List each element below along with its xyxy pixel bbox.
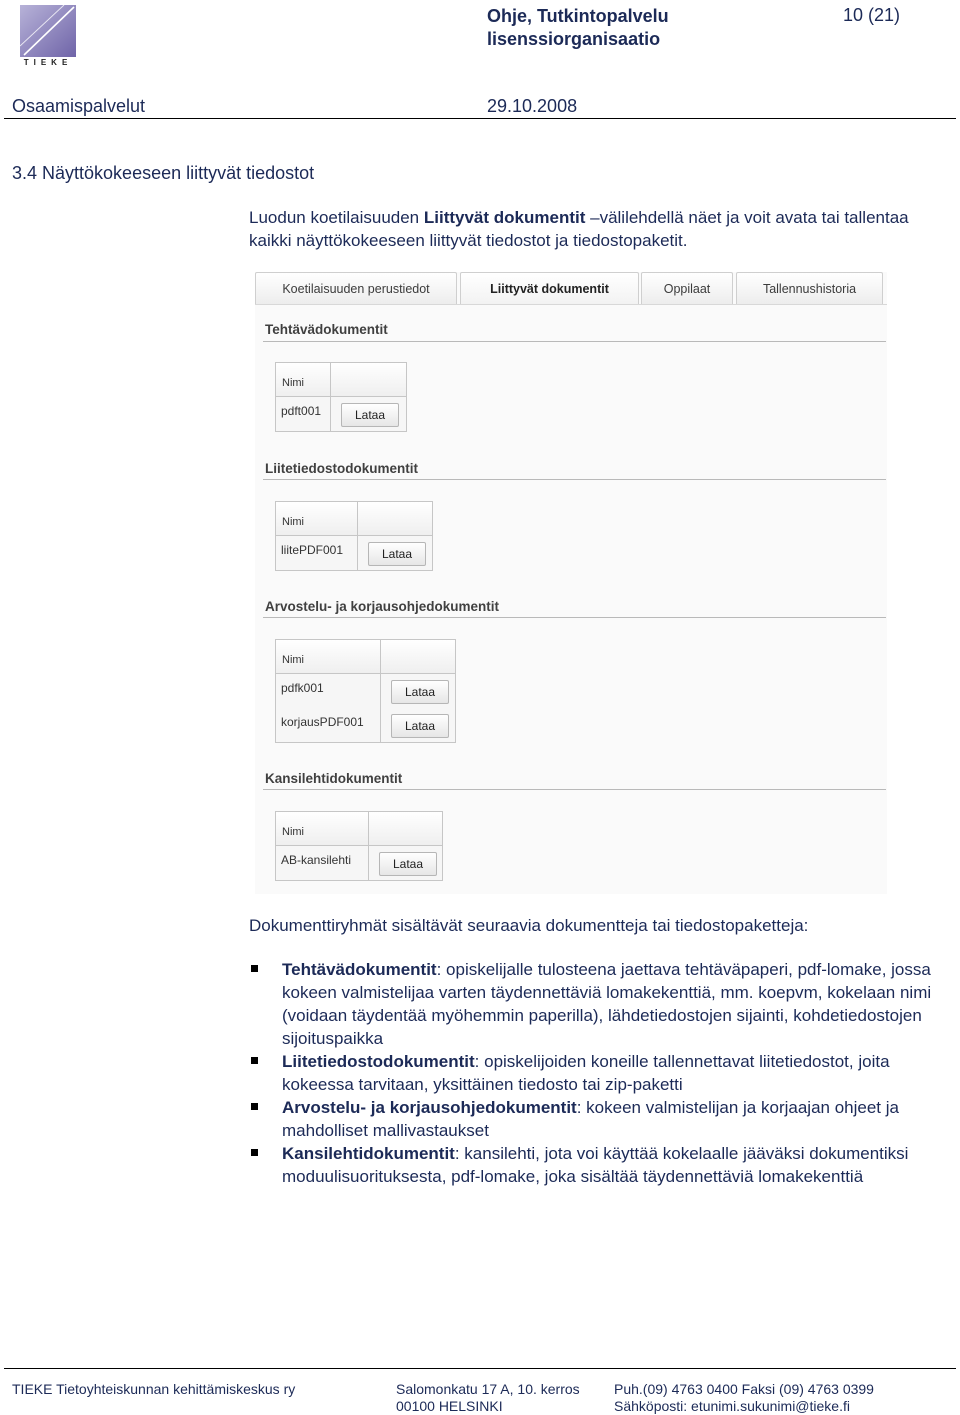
file-row	[276, 397, 406, 431]
bullet-icon	[251, 1103, 258, 1110]
file-name: korjausPDF001	[276, 708, 381, 742]
list-item-term: Kansilehtidokumentit	[282, 1144, 455, 1163]
tieke-logo	[20, 5, 76, 68]
list-item	[249, 1096, 959, 1142]
list-item-text: : opiskelijoiden koneille tallennettavat liitetiedostot, joita kokeessa tarvitaan, yksittäinen tiedosto tai zip-paketti	[282, 1052, 890, 1094]
footer-divider	[4, 1368, 956, 1369]
download-button[interactable]: Lataa	[391, 714, 449, 738]
footer-phone: Puh.(09) 4763 0400 Faksi (09) 4763 0399	[614, 1381, 874, 1397]
list-item-text: : kansilehti, jota voi käyttää kokelaalle jääväksi dokumentiksi moduulisuorituksesta, pdf-lomake, joka sisältää täydennettäviä lomakekenttiä	[282, 1144, 909, 1186]
bullet-icon	[251, 1057, 258, 1064]
header-divider	[4, 118, 956, 119]
list-item	[249, 1142, 959, 1188]
file-table-liitetiedostodokumentit	[275, 501, 433, 571]
footer-org: TIEKE Tietoyhteiskunnan kehittämiskeskus ry	[12, 1381, 296, 1397]
group-divider	[263, 479, 886, 480]
tab-oppilaat[interactable]: Oppilaat	[641, 272, 733, 305]
file-row	[276, 536, 432, 570]
bullet-icon	[251, 965, 258, 972]
file-row	[276, 674, 455, 708]
section-title: 3.4 Näyttökokeeseen liittyvät tiedostot	[12, 163, 315, 183]
page-number: 10 (21)	[843, 5, 901, 25]
list-item-text: : opiskelijalle tulosteena jaettava tehtäväpaperi, pdf-lomake, jossa kokeen valmistelijaa varten täydennettäviä lomakekenttiä, mm. koepvm, kokelaan nimi (voidaan täydentää myöhemmin paperilla), lähdetiedostojen sijainti, kohdetiedostojen sijoituspaikka	[282, 960, 932, 1048]
list-item-term: Tehtävädokumentit	[282, 960, 437, 979]
tab-tallennushistoria[interactable]: Tallennushistoria	[736, 272, 883, 305]
document-groups-list	[249, 958, 959, 1188]
name-column-header: Nimi	[276, 363, 331, 396]
footer-address-line2: 00100 HELSINKI	[396, 1398, 503, 1414]
group-title-liitetiedostodokumentit: Liitetiedostodokumentit	[265, 461, 418, 476]
name-column-header: Nimi	[276, 640, 381, 673]
download-button[interactable]: Lataa	[379, 852, 437, 876]
file-table-header	[276, 502, 432, 536]
download-button[interactable]: Lataa	[341, 403, 399, 427]
related-documents-screenshot	[255, 272, 887, 894]
group-divider	[263, 617, 886, 618]
list-item-term: Liitetiedostodokumentit	[282, 1052, 475, 1071]
footer-email[interactable]: Sähköposti: etunimi.sukunimi@tieke.fi	[614, 1398, 850, 1414]
file-table-kansilehtidokumentit	[275, 811, 443, 881]
file-name: pdfk001	[276, 674, 381, 708]
file-table-header	[276, 363, 406, 397]
intro-paragraph	[249, 206, 949, 252]
group-title-kansilehtidokumentit: Kansilehtidokumentit	[265, 771, 403, 786]
department: Osaamispalvelut	[12, 96, 146, 116]
intro-post: –välilehdellä näet ja voit avata tai tallentaa kaikki näyttökokeeseen liittyvät tiedostot ja tiedostopaketit.	[249, 208, 909, 250]
group-divider	[263, 341, 886, 342]
list-item	[249, 958, 959, 1050]
download-button[interactable]: Lataa	[368, 542, 426, 566]
document-date: 29.10.2008	[487, 96, 578, 116]
logo-text: TIEKE	[23, 58, 73, 67]
file-table-header	[276, 640, 455, 674]
list-item	[249, 1050, 959, 1096]
file-row	[276, 846, 442, 880]
file-table-tehtavadokumentit	[275, 362, 407, 432]
document-groups-paragraph: Dokumenttiryhmät sisältävät seuraavia dokumentteja tai tiedostopaketteja:	[249, 916, 809, 935]
file-table-header	[276, 812, 442, 846]
list-item-text: : kokeen valmistelijan ja korjaajan ohjeet ja mahdolliset mallivastaukset	[282, 1098, 899, 1140]
document-title-line1: Ohje, Tutkintopalvelu	[487, 6, 669, 26]
group-title-arvostelu-ja-korjausohjedokumentit: Arvostelu- ja korjausohjedokumentit	[265, 599, 500, 614]
tab-bar-line	[255, 304, 887, 305]
file-name: liitePDF001	[276, 536, 358, 570]
download-button[interactable]: Lataa	[391, 680, 449, 704]
file-name: AB-kansilehti	[276, 846, 369, 880]
name-column-header: Nimi	[276, 502, 358, 535]
group-title-tehtavadokumentit: Tehtävädokumentit	[265, 322, 388, 337]
document-title-line2: lisenssiorganisaatio	[487, 29, 661, 49]
tab-bar	[255, 272, 887, 305]
list-item-term: Arvostelu- ja korjausohjedokumentit	[282, 1098, 577, 1117]
bullet-icon	[251, 1149, 258, 1156]
document-title	[487, 5, 669, 51]
file-row	[276, 708, 455, 742]
tab-liittyvat-dokumentit[interactable]: Liittyvät dokumentit	[460, 272, 639, 305]
intro-bold: Liittyvät dokumentit	[423, 208, 586, 227]
footer-address-line1: Salomonkatu 17 A, 10. kerros	[396, 1381, 580, 1397]
name-column-header: Nimi	[276, 812, 369, 845]
intro-pre: Luodun koetilaisuuden	[249, 208, 424, 227]
tab-koetilaisuuden-perustiedot[interactable]: Koetilaisuuden perustiedot	[255, 272, 457, 305]
group-divider	[263, 789, 886, 790]
file-table-arvostelu-ja-korjausohjedokumentit	[275, 639, 456, 743]
file-name: pdft001	[276, 397, 331, 431]
